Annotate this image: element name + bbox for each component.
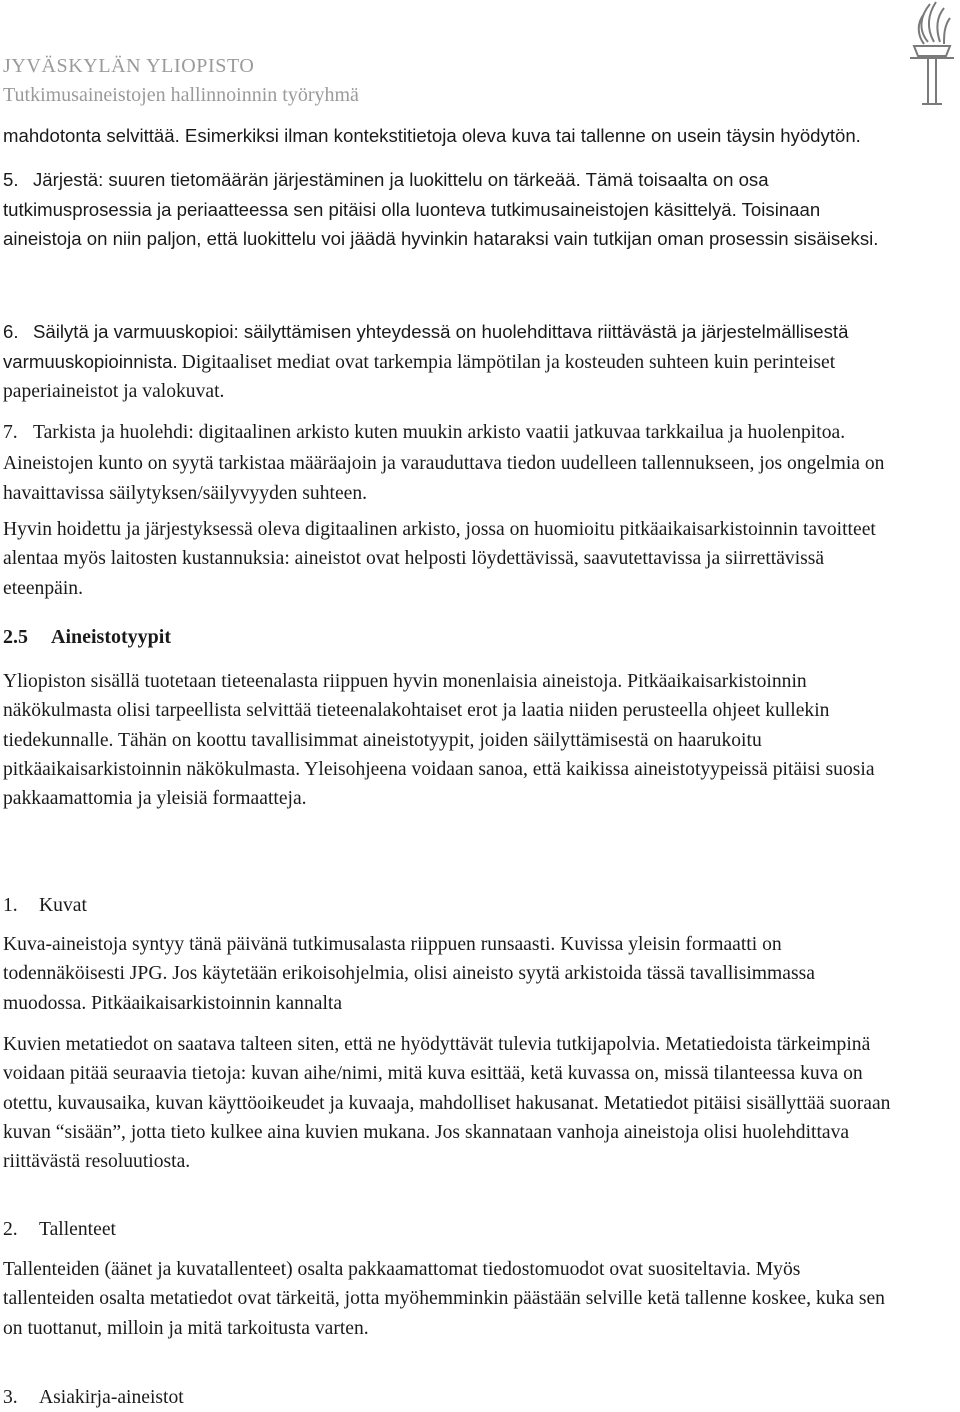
type-heading-kuvat: [3, 891, 893, 920]
university-torch-logo-icon: [906, 0, 958, 112]
list-item-text-continued: Digitaaliset mediat ovat tarkempia lämpötilan ja kosteuden suhteen kuin perinteiset paperiaineistot ja valokuvat.: [3, 351, 836, 402]
list-item-text: Tarkista ja huolehdi: digitaalinen arkisto kuten muukin arkisto vaatii jatkuvaa tarkkailua ja huolenpitoa.: [33, 422, 846, 443]
list-item-5: [3, 165, 893, 254]
section-title: Aineistotyypit: [51, 626, 171, 648]
list-number: 1.: [3, 895, 18, 916]
list-number: 6.: [3, 321, 19, 342]
archive-paragraph: Hyvin hoidettu ja järjestyksessä oleva digitaalinen arkisto, jossa on huomioitu pitkäaikaisarkistoinnin tavoitteet alentaa myös laitosten kustannuksia: aineistot ovat helposti löydettävissä, saavutettavissa ja siirrettävissä eteenpäin.: [3, 519, 876, 599]
continued-paragraph: mahdotonta selvittää. Esimerkiksi ilman kontekstitietoja oleva kuva tai tallenne on usein täysin hyödytön.: [3, 125, 861, 146]
kuvat-paragraph-1: Kuva-aineistoja syntyy tänä päivänä tutkimusalasta riippuen runsaasti. Kuvissa yleisin formaatti on todennäköisesti JPG. Jos käytetään erikoisohjelmia, olisi aineisto syytä arkistoida tässä tavallisimmassa muodossa. Pitkäaikaisarkistoinnin kannalta: [3, 934, 815, 1014]
list-number: 2.: [3, 1219, 18, 1240]
list-item-7: [3, 418, 893, 510]
type-label: Kuvat: [39, 895, 87, 916]
tallenteet-paragraph: Tallenteiden (äänet ja kuvatallenteet) osalta pakkaamattomat tiedostomuodot ovat suositeltavia. Myös tallenteiden osalta metatiedot ovat tärkeitä, jotta myöhemminkin päästään selville ketä tallenne koskee, kuka sen on tuottanut, milloin ja mitä tarkoitusta varten.: [3, 1259, 885, 1339]
type-label: Asiakirja-aineistot: [39, 1387, 184, 1408]
list-item-text-continued: Aineistojen kunto on syytä tarkistaa määräajoin ja varauduttava tiedon uudelleen tallennukseen, jos ongelmia on havaittavissa säilytyksen/säilyvyyden suhteen.: [3, 452, 885, 504]
type-label: Tallenteet: [39, 1219, 116, 1240]
kuvat-paragraph-2: Kuvien metatiedot on saatava talteen siten, että ne hyödyttävät tulevia tutkijapolvia. Metatiedoista tärkeimpinä voidaan pitää seuraavia tietoja: kuvan aihe/nimi, mitä kuva esittää, ketä kuvassa on, missä tilanteessa kuva on otettu, kuvausaika, kuvan käyttöoikeudet ja kuvaaja, mahdolliset hakusanat. Metatiedot pitäisi sisällyttää suoraan kuvan “sisään”, jotta tieto kulkee aina kuvien mukana. Jos skannataan vanhoja aineistoja olisi huolehdittava riittävästä resoluutiosta.: [3, 1034, 891, 1173]
working-group-name: Tutkimusaineistojen hallinnoinnin työryhmä: [3, 84, 359, 106]
type-heading-asiakirja: [3, 1383, 893, 1412]
section-heading: [3, 626, 893, 649]
types-paragraph: Yliopiston sisällä tuotetaan tieteenalasta riippuen hyvin monenlaisia aineistoja. Pitkäaikaisarkistoinnin näkökulmasta olisi tarpeellista selvittää tieteenalakohtaiset erot ja laatia niiden perusteella ohjeet kullekin tiedekunnalle. Tähän on koottu tavallisimmat aineistotyypit, joiden säilyttämisestä on haarukoitu pitkäaikaisarkistoinnin näkökulmasta. Yleisohjeena voidaan sanoa, että kaikissa aineistotyypeissä pitäisi suosia pakkaamattomia ja yleisiä formaatteja.: [3, 671, 875, 810]
type-heading-tallenteet: [3, 1215, 893, 1244]
section-number: 2.5: [3, 626, 28, 648]
list-item-6: [3, 317, 893, 406]
list-item-text: Järjestä: suuren tietomäärän järjestäminen ja luokittelu on tärkeää. Tämä toisaalta on osa tutkimusprosessia ja periaatteessa sen pitäisi olla luonteva tutkimusaineistojen käsittelyä. Toisinaan aineistoja on niin paljon, että luokittelu voi jäädä hyvinkin hataraksi vain tutkijan oman prosessin sisäiseksi.: [3, 169, 879, 249]
page-header: [3, 52, 359, 110]
list-number: 3.: [3, 1387, 18, 1408]
list-number: 7.: [3, 422, 18, 443]
list-item-text: Säilytä ja varmuuskopioi: säilyttämisen yhteydessä on huolehdittava riittävästä ja järjestelmällisestä varmuuskopioinnista.: [3, 321, 849, 372]
list-number: 5.: [3, 169, 19, 190]
university-name: JYVÄSKYLÄN YLIOPISTO: [3, 55, 255, 77]
